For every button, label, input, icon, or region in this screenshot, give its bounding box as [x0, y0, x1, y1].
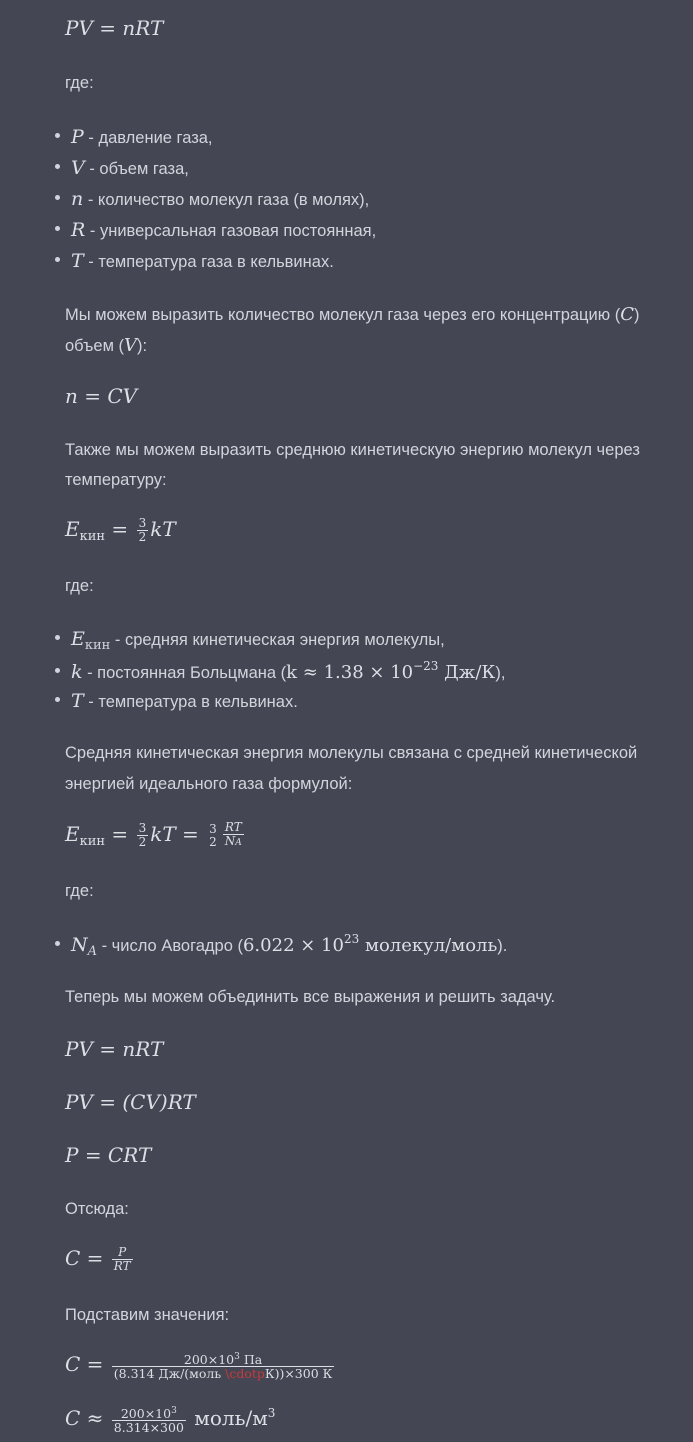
bullet-icon — [55, 133, 60, 138]
bullet-icon — [55, 226, 60, 231]
substitute-label: Подставим значения: — [65, 1306, 230, 1324]
paragraph-kinetic-line2: температуру: — [65, 471, 167, 489]
bullet-icon — [55, 257, 60, 262]
list-item: P - давление газа, — [55, 126, 213, 148]
bullet-icon — [55, 697, 60, 702]
equation-c-result: C ≈ $\frac{200\times 10^3}{8.314\times 300}$ моль/$м^3$ — [65, 1406, 276, 1435]
paragraph-average-energy: Средняя кинетическая энергия молекулы связана с средней кинетической — [65, 744, 638, 762]
where-label-3: где: — [65, 882, 94, 900]
bullet-icon — [55, 668, 60, 673]
equation-ekin: $E_{кин}$ = $\frac{3}{2}$ kT — [65, 516, 176, 544]
equation-c-substituted: C = $\frac{200\times 10^3 Па}{\text{(8.314 Дж/(моль \textbackslash{}cdotpК))×300 К}}$ — [65, 1352, 333, 1381]
bullet-icon — [55, 941, 60, 946]
paragraph-concentration: Мы можем выразить количество молекул газа через его концентрацию (C) — [65, 304, 640, 325]
paragraph-average-energy-line2: энергией идеального газа формулой: — [65, 775, 353, 793]
paragraph-kinetic: Также мы можем выразить среднюю кинетическую энергию молекул через — [65, 441, 640, 459]
equation-c-p-rt: C = $\frac{P}{RT}$ — [65, 1245, 131, 1273]
list-item: T - температура газа в кельвинах. — [55, 250, 334, 272]
list-item: $E_{кин}$ - средняя кинетическая энергия молекулы, — [55, 628, 445, 653]
bullet-icon — [55, 195, 60, 200]
paragraph-concentration-line2: объем (V): — [65, 335, 148, 356]
where-label-1: где: — [65, 74, 94, 92]
equation-p-crt: P = CRT — [65, 1143, 152, 1167]
list-item: k - постоянная Больцмана ($k \approx 1.38 \times 10^{-23}$ Дж/К), — [55, 659, 505, 683]
list-item: R - универсальная газовая постоянная, — [55, 219, 376, 241]
where-label-2: где: — [65, 577, 94, 595]
list-item: n - количество молекул газа (в молях), — [55, 188, 369, 210]
equation-n-cv: n = CV — [65, 384, 138, 408]
equation-pv-cvrt: PV = (CV)RT — [65, 1090, 196, 1114]
paragraph-combine: Теперь мы можем объединить все выражения и решить задачу. — [65, 988, 556, 1006]
bullet-icon — [55, 164, 60, 169]
equation-ideal-gas: PV = nRT — [65, 16, 164, 40]
list-item: T - температура в кельвинах. — [55, 690, 298, 712]
equation-pv-nrt: PV = nRT — [65, 1037, 164, 1061]
list-item: V - объем газа, — [55, 157, 189, 179]
list-item: $N_A$ - число Авогадро ($6.022 \times 10^{23}$ молекул/моль). — [55, 932, 507, 959]
hence-label: Отсюда: — [65, 1200, 129, 1218]
equation-ekin-avogadro: $E_{кин}$ = $\frac{3}{2}$ kT = 3 2 $\frac{RT}{NA}$ — [65, 820, 242, 849]
bullet-icon — [55, 635, 60, 640]
